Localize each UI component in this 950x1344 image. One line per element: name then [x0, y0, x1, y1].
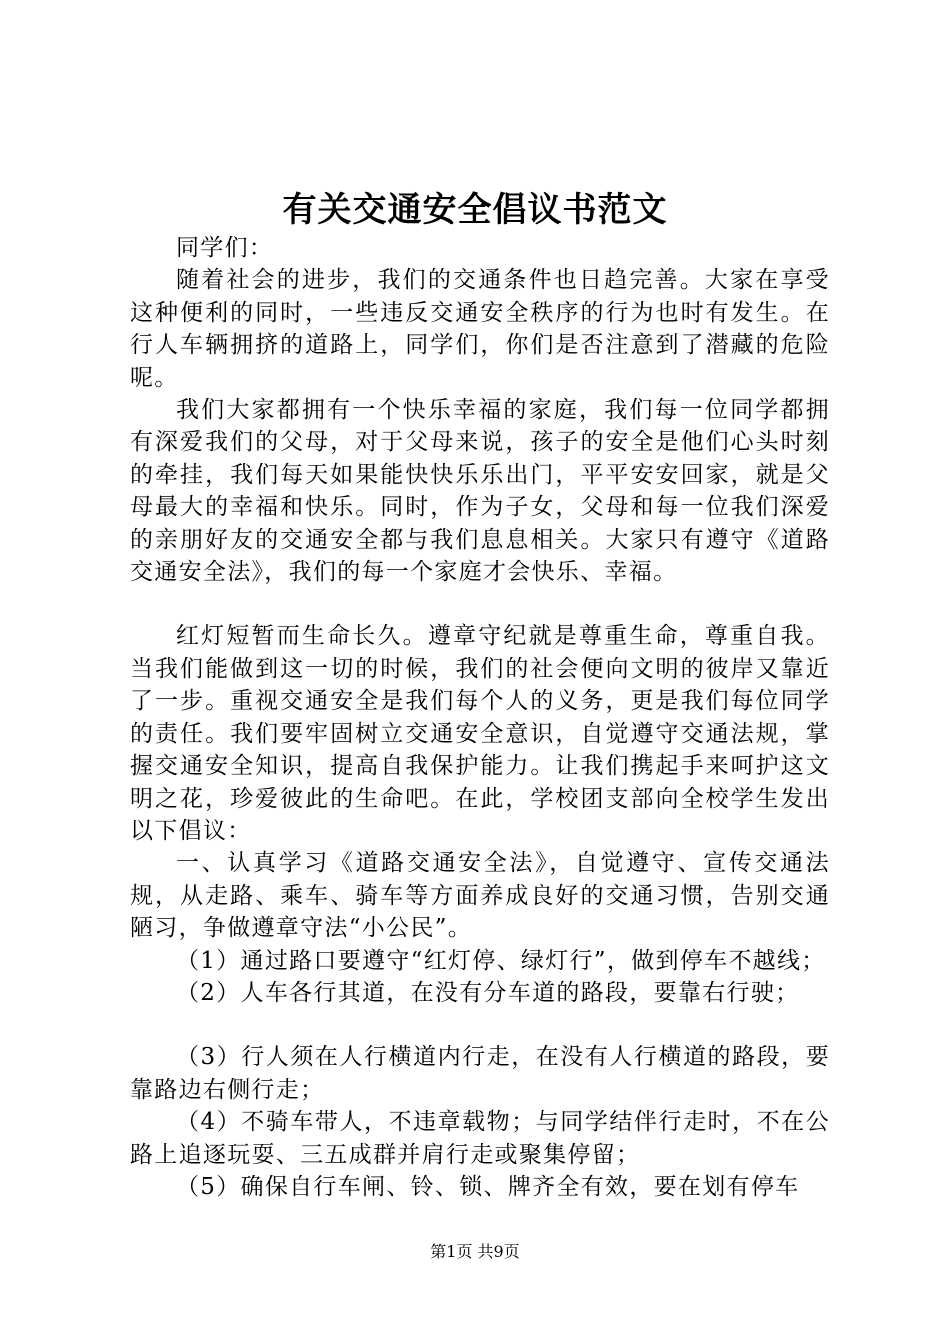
list-item: （3）行人须在人行横道内行走，在没有人行横道的路段，要靠路边右侧行走； [130, 1044, 830, 1103]
list-item: （1）通过路口要遵守“红灯停、绿灯行”，做到停车不越线； [176, 947, 826, 974]
paragraph: 一、认真学习《道路交通安全法》，自觉遵守、宣传交通法规，从走路、乘车、骑车等方面养成良好的交通习惯，告别交通陋习，争做遵章守法“小公民”。 [130, 850, 830, 942]
list-item: （2）人车各行其道，在没有分车道的路段，要靠右行驶； [176, 979, 800, 1006]
paragraph: 红灯短暂而生命长久。遵章守纪就是尊重生命，尊重自我。当我们能做到这一切的时候，我们的社会便向文明的彼岸又靠近了一步。重视交通安全是我们每个人的义务，更是我们每位同学的责任。我们要牢固树立交通安全意识，自觉遵守交通法规，掌握交通安全知识，提高自我保护能力。让我们携起手来呵护这文明之花，珍爱彼此的生命吧。在此，学校团支部向全校学生发出以下倡议： [130, 623, 830, 844]
paragraph: 我们大家都拥有一个快乐幸福的家庭，我们每一位同学都拥有深爱我们的父母，对于父母来说，孩子的安全是他们心头时刻的牵挂，我们每天如果能快快乐乐出门，平平安安回家，就是父母最大的幸福和快乐。同时，作为子女，父母和每一位我们深爱的亲朋好友的交通安全都与我们息息相关。大家只有遵守《道路交通安全法》，我们的每一个家庭才会快乐、幸福。 [130, 397, 830, 586]
paragraph: 随着社会的进步，我们的交通条件也日趋完善。大家在享受这种便利的同时，一些违反交通安全秩序的行为也时有发生。在行人车辆拥挤的道路上，同学们，你们是否注意到了潜藏的危险呢。 [130, 267, 830, 391]
list-item: （5）确保自行车闸、铃、锁、牌齐全有效，要在划有停车 [176, 1173, 800, 1200]
page-number: 第1页 共9页 [430, 1242, 520, 1261]
document-body [130, 232, 830, 1203]
document-title: 有关交通安全倡议书范文 [282, 190, 668, 230]
list-item: （4）不骑车带人，不违章载物；与同学结伴行走时，不在公路上追逐玩耍、三五成群并肩行走或聚集停留； [130, 1109, 830, 1168]
salutation: 同学们： [176, 235, 274, 261]
